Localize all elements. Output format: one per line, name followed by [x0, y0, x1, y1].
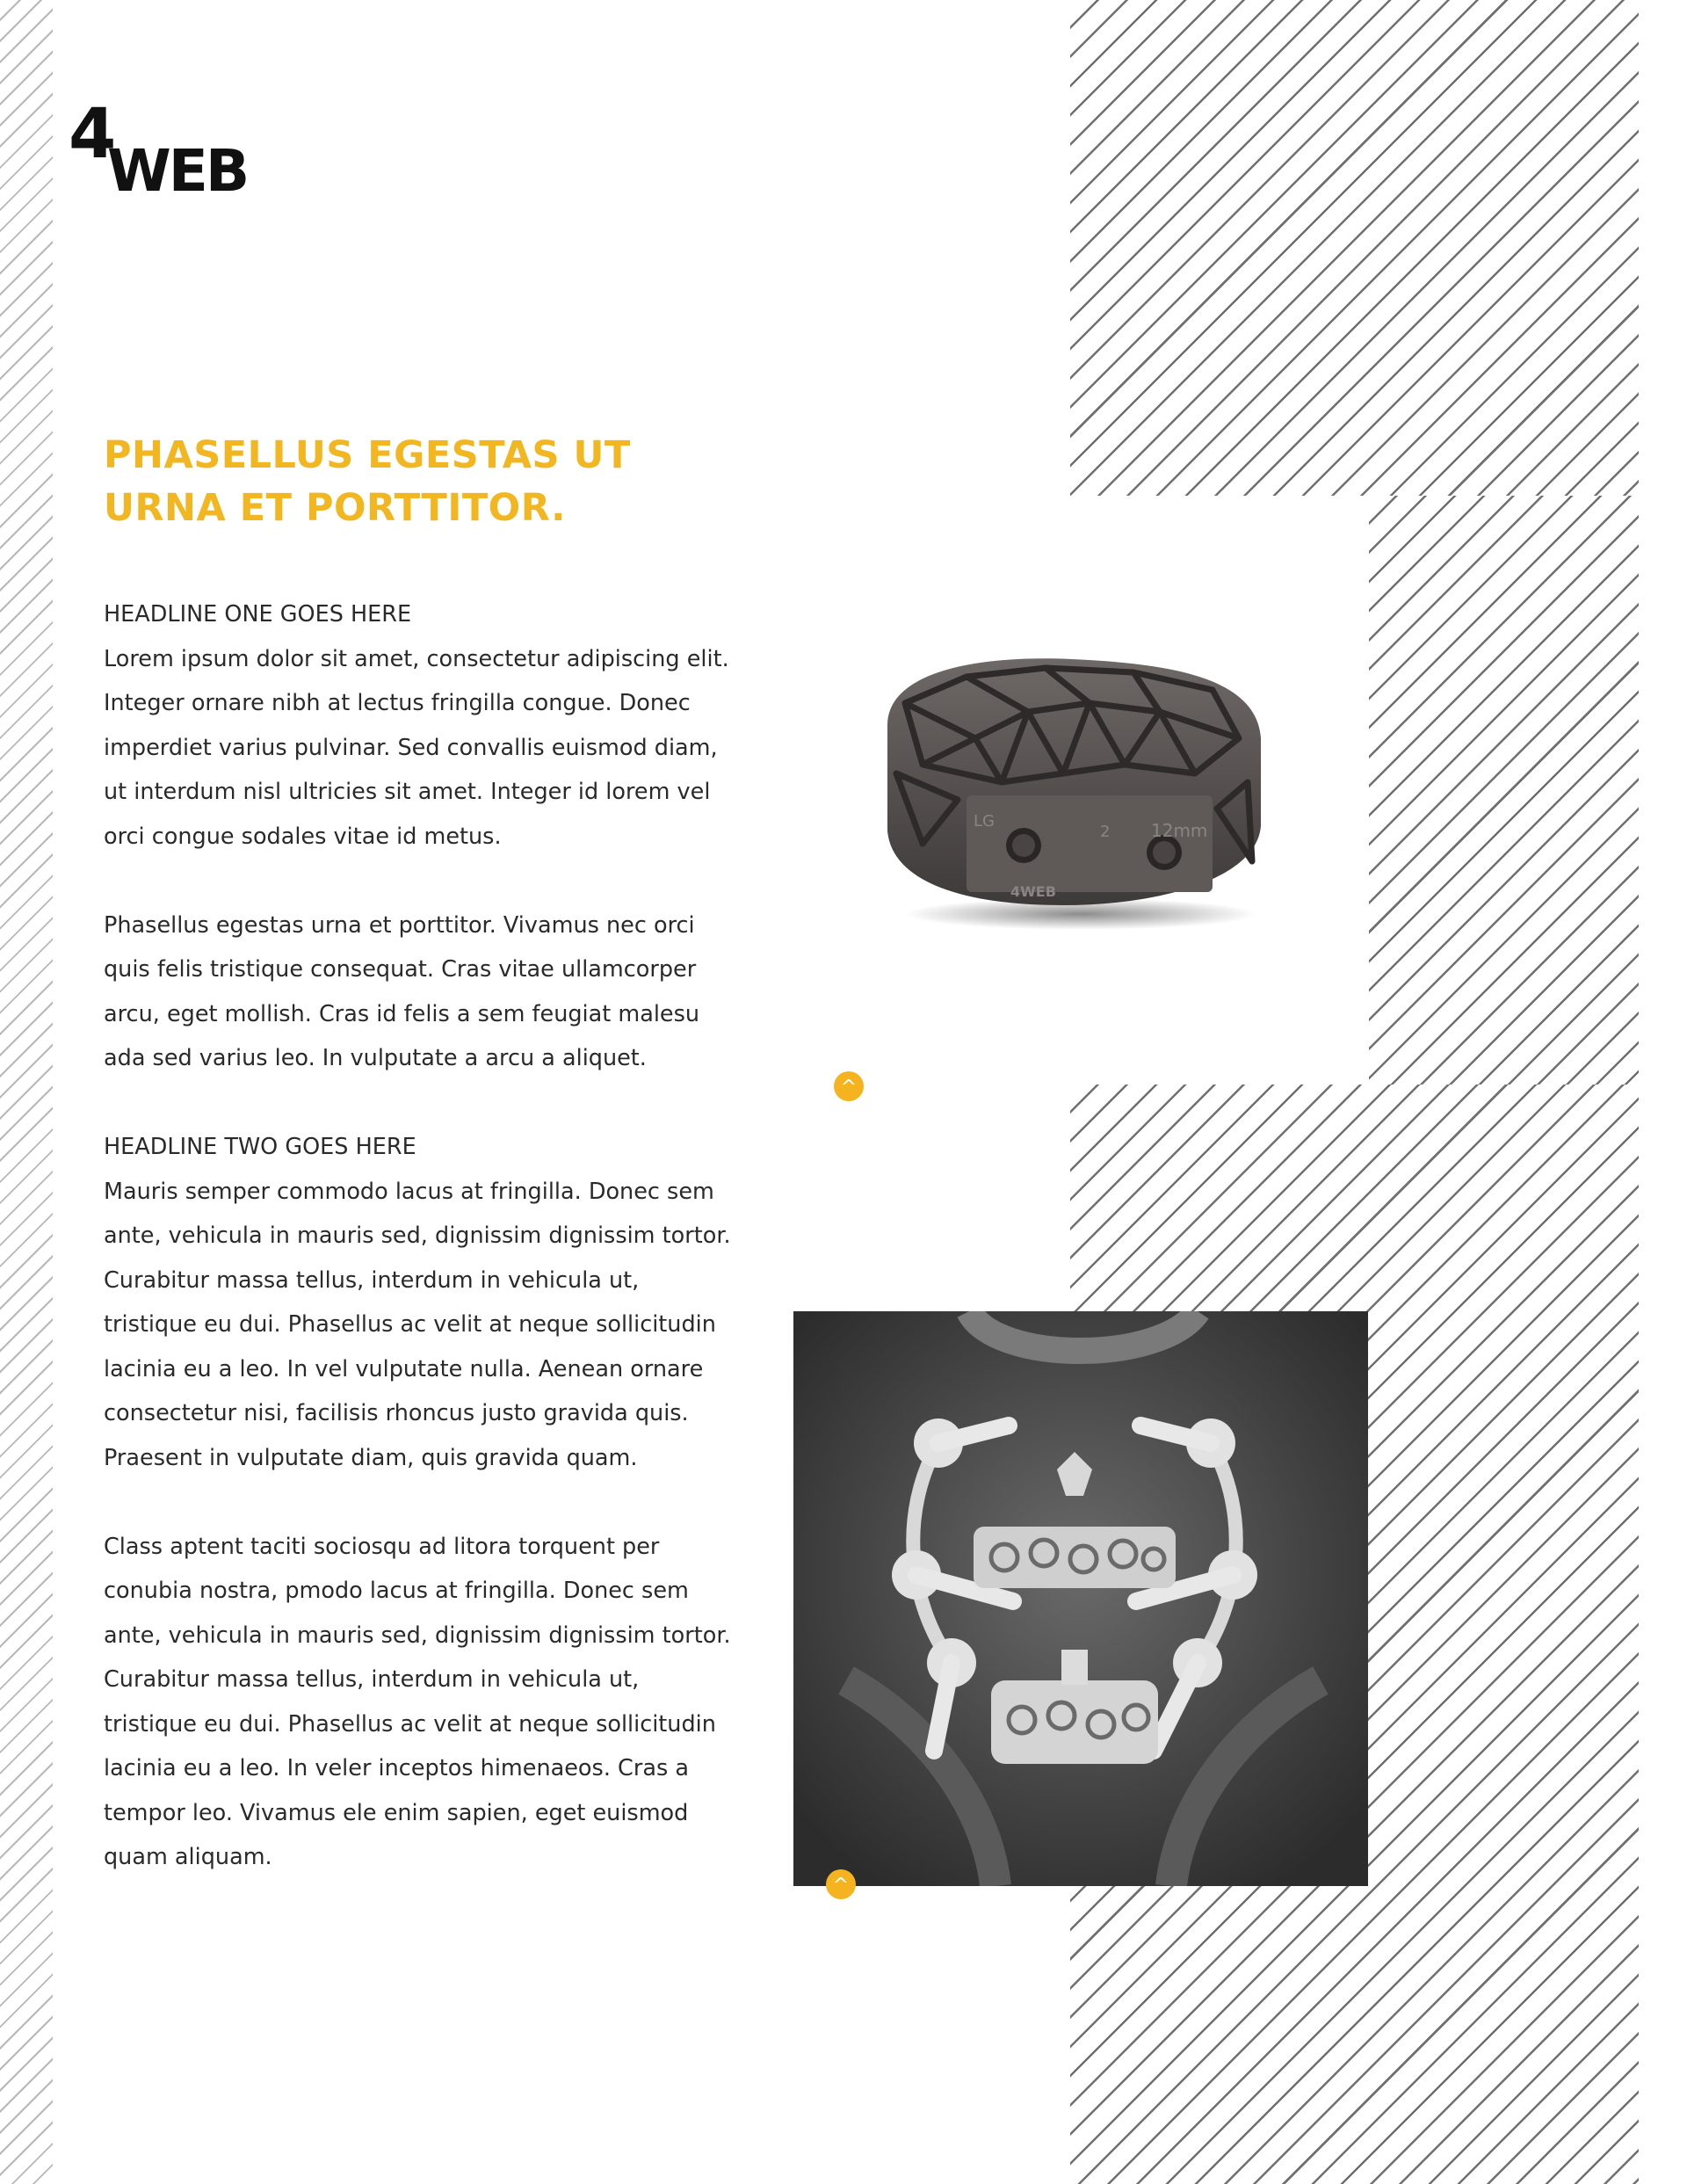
logo-word: WEB — [107, 137, 248, 205]
page-title-line-1: PHASELLUS EGESTAS UT — [104, 433, 631, 477]
implant-label-brand: 4WEB — [1010, 883, 1056, 900]
paragraph-line: Integer ornare nibh at lectus fringilla congue. Donec — [104, 690, 691, 716]
paragraph-line: Lorem ipsum dolor sit amet, consectetur adipiscing elit. — [104, 645, 729, 672]
page-title-line-2: URNA ET PORTTITOR. — [104, 486, 566, 530]
article-body — [104, 592, 754, 1880]
paragraph-gap — [104, 1081, 754, 1126]
brand-logo — [69, 95, 262, 205]
paragraph-line: consectetur nisi, facilisis rhoncus justo gravida quis. — [104, 1400, 689, 1426]
paragraph-line: ante, vehicula in mauris sed, dignissim dignissim tortor. — [104, 1622, 731, 1649]
paragraph-line: ada sed varius leo. In vulputate a arcu a aliquet. — [104, 1045, 647, 1071]
right-hatch-pattern-middle — [1369, 496, 1639, 1085]
paragraph-line: arcu, eget mollish. Cras id felis a sem feugiat malesu — [104, 1000, 700, 1027]
image-marker-2: ^ — [826, 1869, 856, 1899]
paragraph-gap — [104, 1480, 754, 1525]
paragraph-line: imperdiet varius pulvinar. Sed convallis euismod diam, — [104, 734, 718, 761]
implant-label-left: LG — [974, 812, 995, 831]
left-hatch-pattern — [0, 0, 53, 2184]
implant-photo — [870, 642, 1283, 932]
paragraph-line: lacinia eu a leo. In vel vulputate nulla. Aenean ornare — [104, 1355, 704, 1382]
page-title — [104, 429, 771, 534]
right-hatch-pattern-top — [1070, 0, 1639, 496]
paragraph-line: ante, vehicula in mauris sed, dignissim dignissim tortor. — [104, 1223, 731, 1249]
xray-illustration — [793, 1311, 1368, 1886]
paragraph-line: Phasellus egestas urna et porttitor. Vivamus nec orci — [104, 911, 695, 939]
implant-label-mid: 2 — [1100, 823, 1111, 841]
implant-illustration — [870, 642, 1283, 932]
paragraph-line: quam aliquam. — [104, 1844, 272, 1870]
implant-label-size: 12mm — [1151, 820, 1208, 841]
paragraph-line: tristique eu dui. Phasellus ac velit at neque sollicitudin — [104, 1311, 716, 1338]
paragraph-line: orci congue sodales vitae id metus. — [104, 823, 502, 850]
xray-photo — [793, 1311, 1368, 1886]
paragraph-line: Praesent in vulputate diam, quis gravida quam. — [104, 1444, 638, 1471]
paragraph-line: tempor leo. Vivamus ele enim sapien, eget euismod — [104, 1799, 689, 1826]
paragraph-line: tristique eu dui. Phasellus ac velit at neque sollicitudin — [104, 1710, 716, 1738]
image-marker-1: ^ — [834, 1071, 864, 1101]
paragraph-line: ut interdum nisl ultricies sit amet. Integer id lorem vel — [104, 779, 711, 805]
logo-numeral: 4 — [69, 95, 115, 174]
paragraph-line: lacinia eu a leo. In veler inceptos himenaeos. Cras a — [104, 1755, 689, 1781]
paragraph-line: Curabitur massa tellus, interdum in vehicula ut, — [104, 1666, 640, 1693]
paragraph-gap — [104, 859, 754, 903]
paragraph-line: Mauris semper commodo lacus at fringilla. Donec sem — [104, 1178, 714, 1205]
paragraph-line: Class aptent taciti sociosqu ad litora torquent per — [104, 1533, 660, 1560]
section-headline: HEADLINE TWO GOES HERE — [104, 1134, 416, 1160]
paragraph-line: quis felis tristique consequat. Cras vitae ullamcorper — [104, 956, 697, 983]
section-headline: HEADLINE ONE GOES HERE — [104, 601, 412, 628]
paragraph-line: conubia nostra, pmodo lacus at fringilla. Donec sem — [104, 1578, 689, 1604]
paragraph-line: Curabitur massa tellus, interdum in vehicula ut, — [104, 1266, 640, 1294]
